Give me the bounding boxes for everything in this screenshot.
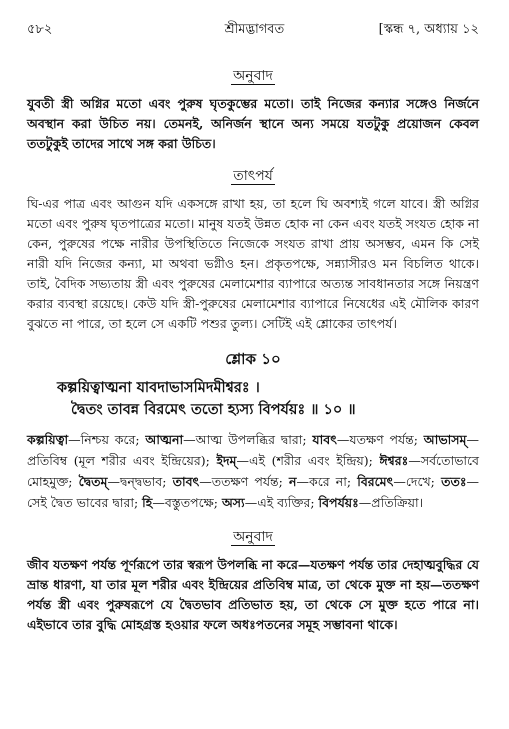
synonym-meaning: দ্বন্দ্বভাব; [119,474,173,489]
text-line: হয়, তা থেকে সে মুক্ত হতে পারে না। এইভাবে তার বুদ্ধি মোহগ্রস্ত হওয়ার [27,597,479,632]
purport-text [27,194,479,334]
synonym-word: অস্য [221,495,245,510]
synonym-meaning: এই ব্যক্তির; [257,495,319,510]
synonym-dash: — [199,474,212,489]
synonym-word: হি [142,495,153,510]
text-line: এবং যতই সংযত হোক না কেন, পুরুষের পক্ষে নারীর উপস্থিতিতে নিজেকে [27,216,479,251]
synonym-dash: — [466,474,479,489]
verse-line: কল্পয়িত্বাত্মনা যাবদাভাসমিদমীশ্বরঃ । [57,379,260,396]
synonym-dash: — [183,432,196,447]
text-line: রয়েছে। কেউ যদি স্ত্রী-পুরুষের মেলামেশার ব্যাপারে নিষেধের এই মৌলিক কারণ [91,296,479,311]
verse-section [27,348,479,421]
synonym-word: কল্পয়িত্বা [27,432,69,447]
synonym-meaning: ততক্ষণ পর্যন্ত; [211,474,290,489]
synonym-word: আত্মনা [145,432,184,447]
synonym-word: ইদম্ [216,453,237,468]
synonym-dash: — [408,453,421,468]
synonym-meaning: করে না; [308,474,358,489]
synonym-meaning: সেই দ্বৈত ভাবের দ্বারা; [27,495,143,510]
synonym-dash: — [466,432,479,447]
section-heading [27,525,479,549]
translation-text [27,555,479,635]
synonym-meaning: দেখে; [405,474,442,489]
synonym-word: ততঃ [441,474,467,489]
synonym-meaning: সর্বতোভাবে মোহমুক্ত; [27,453,479,489]
synonym-word: ঈশ্বরঃ [379,453,409,468]
text-line: দেহাত্মবুদ্ধির যে ভ্রান্ত ধারণা, যা তার মূল শরীর এবং ইন্দ্রিয়ের প্রতিবিম্ব মাত্র, [27,557,479,592]
text-line: সংযত রাখা প্রায় অসম্ভব, এমন কি সেই নারী যদি নিজের কন্যা, মা অথবা ভগ্নীও [27,236,479,271]
synonym-dash: — [336,432,350,447]
synonym-meaning: প্রতিক্রিয়া। [371,495,424,510]
synonym-dash: — [296,474,309,489]
synonym-dash: — [236,453,249,468]
text-line: বুঝতে না পারে, তা হলে সে একটি পশুর তুল্য। সেটিই এই শ্লোকের তাৎপর্য। [27,316,397,331]
synonym-dash: — [152,495,165,510]
verse-title: শ্লোক ১০ [225,350,281,368]
synonym-dash: — [393,474,406,489]
synonym-word: বিপর্যয়ঃ [318,495,359,510]
translation-text [27,94,479,154]
text-line: ফলে অধঃপতনের সমূহ সম্ভাবনা থাকে। [203,617,398,632]
section-heading [27,64,479,88]
text-line: যুবতী স্ত্রী অগ্নির মতো এবং পুরুষ ঘৃতকুম্ভের মতো। তাই নিজের কন্যার [27,96,400,111]
synonym-meaning: বস্তুতপক্ষে; [164,495,222,510]
text-line: তা থেকে মুক্ত না হয়—ততক্ষণ পর্যন্ত স্ত্রী এবং পুরুষরূপে যে দ্বৈতভাব প্রতিভাত [27,577,479,612]
page-header [0,0,509,37]
translation-section [27,64,479,154]
text-line: যতটুকু প্রয়োজন কেবল ততটুকুই তাদের সাথে সঙ্গ করা উচিত। [27,116,479,151]
synonym-meaning: নিশ্চয় করে; [80,432,146,447]
verse-text [57,377,479,421]
synonym-meaning: যতক্ষণ পর্যন্ত; [349,432,424,447]
book-title: শ্রীমদ্ভাগবত [224,22,285,37]
text-line: জীব যতক্ষণ পর্যন্ত পূর্ণরূপে তার স্বরূপ উপলব্ধি না করে—যতক্ষণ পর্যন্ত তার [27,557,398,572]
purport-section [27,164,479,334]
translation-section [27,525,479,635]
synonyms-paragraph [27,429,479,513]
synonym-word: ন [289,474,297,489]
synonym-word: বিরমেৎ [357,474,394,489]
page-number: ৫৮২ [27,22,53,37]
translation-heading: অনুবাদ [233,68,273,84]
section-heading [27,164,479,188]
text-line: ঘি-এর পাত্র এবং আগুন যদি একসঙ্গে রাখা হয়, তা হলে ঘি অবশ্যই গলে যাবে। [27,196,428,211]
synonym-word: আভাসম্ [423,432,467,447]
text-line: হন। প্রকৃতপক্ষে, সন্ন্যাসীরও মন বিচলিত থাকে। তাই, বৈদিক সভ্যতায় স্ত্রী [27,256,479,291]
synonym-meaning: আত্ম উপলব্ধির দ্বারা; [195,432,313,447]
synonym-dash: — [107,474,120,489]
synonym-word: দ্বৈতম্ [78,474,108,489]
purport-heading: তাৎপর্য [233,168,273,184]
text-line: এবং পুরুষের মেলামেশার ব্যাপারে অত্যন্ত সাবধানতার সঙ্গে নিয়ন্ত্রণ করার ব্যবস্থা [27,276,479,311]
canto-chapter: [স্কন্ধ ৭, অধ্যায় ১২ [378,22,479,37]
verse-line: দ্বৈতং তাবন্ন বিরমেৎ ততো হ্যস্য বিপর্যয়ঃ ॥ ১০ ॥ [71,401,356,418]
synonym-dash: — [358,495,372,510]
synonym-meaning: এই (শরীর এবং ইন্দ্রিয়); [248,453,380,468]
text-line: স্ত্রী অগ্নির মতো এবং পুরুষ ঘৃতপাত্রের মতো। মানুষ যতই উন্নত হোক না কেন [27,196,479,231]
synonym-meaning: প্রতিবিম্ব (মূল শরীর এবং ইন্দ্রিয়ের); [27,453,217,468]
synonym-word: যাবৎ [312,432,337,447]
translation-heading: অনুবাদ [233,529,273,545]
text-line: সঙ্গেও নির্জনে অবস্থান করা উচিত নয়। তেমনই, অনির্জন স্থানে অন্য সময়ে [27,96,480,131]
synonym-word: তাবৎ [172,474,200,489]
synonym-dash: — [68,432,81,447]
synonym-dash: — [244,495,258,510]
